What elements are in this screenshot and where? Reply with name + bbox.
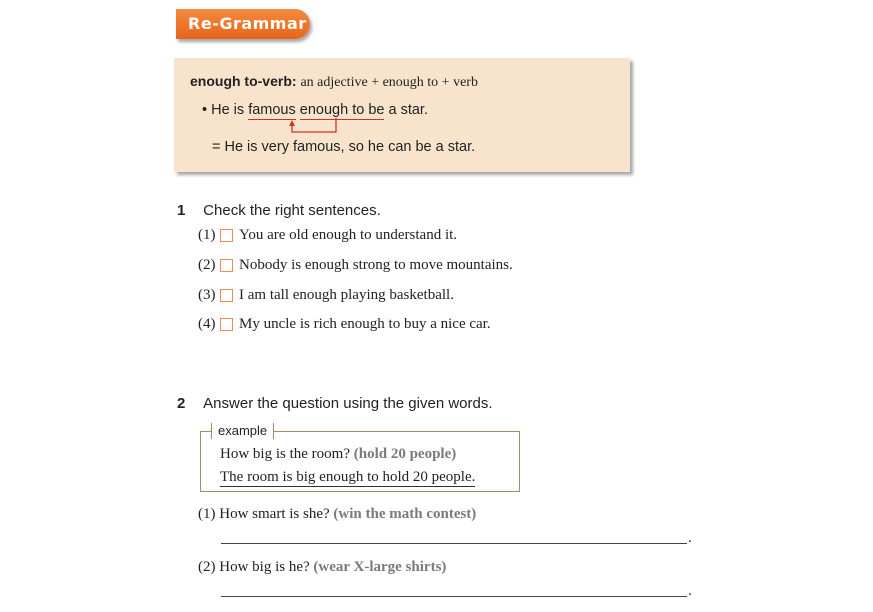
question-1 <box>198 506 476 523</box>
question-text: How smart is she? <box>219 506 330 522</box>
checkbox[interactable] <box>220 289 233 302</box>
section1-number: 1 <box>177 202 186 219</box>
example-pre: He is <box>211 102 245 118</box>
section2-heading <box>177 395 493 412</box>
bullet: • <box>202 102 208 118</box>
grammar-equivalent-sentence: = He is very famous, so he can be a star. <box>212 139 476 155</box>
section1-heading <box>177 202 381 219</box>
question-number: (2) <box>198 559 216 575</box>
item-text: My uncle is rich enough to buy a nice car. <box>239 316 491 332</box>
example-question <box>220 446 456 463</box>
answer-period: . <box>688 530 692 546</box>
list-item <box>198 227 457 244</box>
section-header-title: Re-Grammar <box>188 14 307 33</box>
example-answer: The room is big enough to hold 20 people. <box>220 469 476 485</box>
item-number: (3) <box>198 287 216 303</box>
item-text: You are old enough to understand it. <box>239 227 458 243</box>
item-number: (2) <box>198 257 216 273</box>
example-box <box>200 423 520 492</box>
example-adjective: famous <box>248 102 296 118</box>
example-enough-to: enough to be <box>299 102 385 118</box>
example-question-text: How big is the room? <box>220 446 350 462</box>
checkbox[interactable] <box>220 259 233 272</box>
answer-line-1[interactable] <box>221 543 687 544</box>
item-text: Nobody is enough strong to move mountains. <box>239 257 513 273</box>
item-number: (1) <box>198 227 216 243</box>
grammar-rule-box <box>174 58 630 172</box>
example-hint: (hold 20 people) <box>353 446 457 462</box>
example-label: example <box>211 423 274 439</box>
list-item <box>198 257 513 274</box>
section2-title: Answer the question using the given words. <box>203 395 493 412</box>
list-item <box>198 287 454 304</box>
checkbox[interactable] <box>220 318 233 331</box>
connector-arrow-icon <box>284 116 344 136</box>
section1-title: Check the right sentences. <box>203 202 381 219</box>
grammar-rule-term: enough to-verb: <box>190 73 297 89</box>
answer-line-2[interactable] <box>221 596 687 597</box>
question-text: How big is he? <box>219 559 310 575</box>
question-hint: (win the math contest) <box>333 506 477 522</box>
list-item <box>198 316 491 333</box>
item-number: (4) <box>198 316 216 332</box>
question-hint: (wear X-large shirts) <box>313 559 447 575</box>
item-text: I am tall enough playing basketball. <box>239 287 454 303</box>
answer-period: . <box>688 583 692 599</box>
grammar-rule-title <box>190 73 478 91</box>
question-number: (1) <box>198 506 216 522</box>
example-post: a star. <box>388 102 428 118</box>
grammar-rule-definition: an adjective + enough to + verb <box>300 75 478 90</box>
checkbox[interactable] <box>220 229 233 242</box>
section-header-tab <box>176 9 310 39</box>
question-2 <box>198 559 446 576</box>
section2-number: 2 <box>177 395 186 412</box>
